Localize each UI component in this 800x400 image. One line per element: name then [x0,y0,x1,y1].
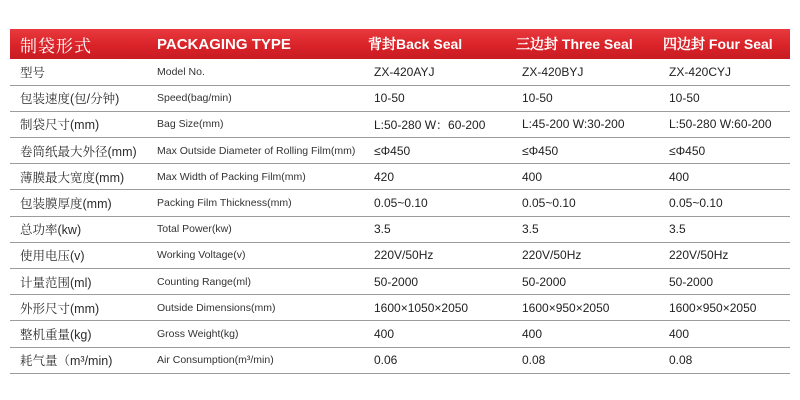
spec-table [10,29,790,374]
value-three-seal: 1600×950×2050 [522,300,610,315]
value-three-seal: ZX-420BYJ [522,64,584,79]
value-four-seal: 0.08 [669,353,693,368]
row-label-en: Packing Film Thickness(mm) [157,197,292,210]
row-label-en: Speed(bag/min) [157,92,232,105]
row-label-en: Counting Range(ml) [157,275,251,288]
row-label-cn: 包装膜厚度(mm) [20,197,112,212]
value-back-seal: L:50-280 W：60-200 [374,117,486,132]
row-label-en: Air Consumption(m³/min) [157,354,274,367]
value-three-seal: 220V/50Hz [522,248,582,263]
table-row [10,111,790,137]
row-label-en: Model No. [157,65,205,78]
row-label-en: Total Power(kw) [157,223,232,236]
spec-table-body [10,59,790,373]
value-back-seal: 10-50 [374,91,405,106]
value-four-seal: 1600×950×2050 [669,300,757,315]
header-three-seal: 三边封 Three Seal [516,36,633,52]
value-four-seal: ≤Φ450 [669,143,706,158]
value-back-seal: ZX-420AYJ [374,64,435,79]
value-back-seal: 0.06 [374,353,398,368]
value-back-seal: 1600×1050×2050 [374,300,469,315]
header-back-seal: 背封Back Seal [368,36,463,52]
value-back-seal: 50-2000 [374,274,419,289]
table-row [10,190,790,216]
value-four-seal: 50-2000 [669,274,714,289]
row-label-en: Gross Weight(kg) [157,327,239,340]
row-label-cn: 型号 [20,65,46,80]
row-label-cn: 整机重量(kg) [20,327,92,342]
value-back-seal: 0.05~0.10 [374,196,428,211]
row-label-en: Bag Size(mm) [157,118,224,131]
row-label-cn: 卷筒纸最大外径(mm) [20,144,137,159]
value-back-seal: 220V/50Hz [374,248,434,263]
value-back-seal: 420 [374,169,395,184]
table-row [10,59,790,85]
value-back-seal: 3.5 [374,222,391,237]
value-three-seal: L:45-200 W:30-200 [522,117,625,132]
row-label-cn: 使用电压(v) [20,249,85,264]
value-back-seal: 400 [374,326,395,341]
value-three-seal: 400 [522,326,543,341]
table-row [10,85,790,111]
row-label-cn: 薄膜最大宽度(mm) [20,170,125,185]
row-label-en: Max Width of Packing Film(mm) [157,170,306,183]
spec-table-container [10,29,790,374]
table-row [10,321,790,347]
value-three-seal: 10-50 [522,91,553,106]
row-label-cn: 耗气量（m³/min) [20,354,113,369]
row-label-cn: 总功率(kw) [20,223,82,238]
value-four-seal: 220V/50Hz [669,248,729,263]
row-label-en: Outside Dimensions(mm) [157,301,276,314]
row-label-cn: 制袋尺寸(mm) [20,118,100,133]
value-three-seal: 3.5 [522,222,539,237]
table-row [10,269,790,295]
value-four-seal: 400 [669,169,690,184]
value-three-seal: ≤Φ450 [522,143,559,158]
value-four-seal: 3.5 [669,222,686,237]
table-row [10,216,790,242]
table-row [10,347,790,373]
value-four-seal: ZX-420CYJ [669,64,732,79]
value-three-seal: 0.05~0.10 [522,196,576,211]
row-label-en: Working Voltage(v) [157,249,246,262]
value-four-seal: 10-50 [669,91,700,106]
row-label-cn: 外形尺寸(mm) [20,301,100,316]
value-three-seal: 400 [522,169,543,184]
row-label-cn: 计量范围(ml) [20,275,92,290]
value-three-seal: 50-2000 [522,274,567,289]
value-three-seal: 0.08 [522,353,546,368]
row-label-cn: 包装速度(包/分钟) [20,92,120,107]
value-four-seal: 0.05~0.10 [669,196,723,211]
table-row [10,242,790,268]
table-row [10,138,790,164]
table-row [10,164,790,190]
value-back-seal: ≤Φ450 [374,143,411,158]
row-label-en: Max Outside Diameter of Rolling Film(mm) [157,144,356,157]
header-title-en: PACKAGING TYPE [157,35,291,53]
header-four-seal: 四边封 Four Seal [663,36,773,52]
table-row [10,295,790,321]
value-four-seal: 400 [669,326,690,341]
value-four-seal: L:50-280 W:60-200 [669,117,772,132]
header-row [10,29,790,59]
spec-table-header [10,29,790,59]
header-title-cn: 制袋形式 [20,36,92,56]
